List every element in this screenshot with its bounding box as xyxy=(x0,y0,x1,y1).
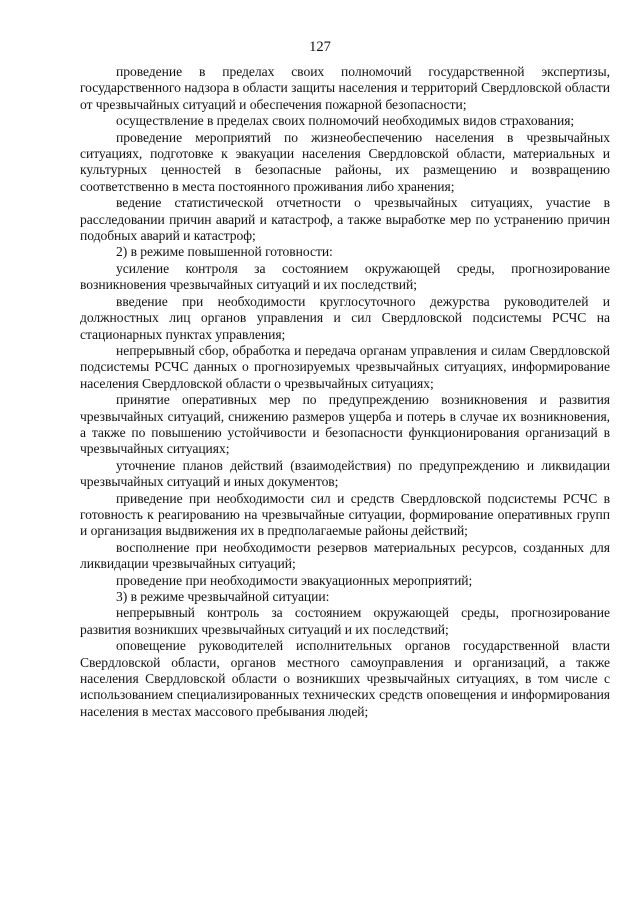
paragraph-readiness: приведение при необходимости сил и средств Свердловской подсистемы РСЧС в готовность к реагированию на чрезвычайные ситуации, формирование оперативных групп и организация выдвижения их в предполагаемые районы действий; xyxy=(80,490,610,539)
paragraph-continuous-monitoring: непрерывный контроль за состоянием окружающей среды, прогнозирование развития возникших чрезвычайных ситуаций и их последствий; xyxy=(80,605,610,637)
document-body xyxy=(80,64,610,720)
paragraph-evacuation: проведение при необходимости эвакуационных мероприятий; xyxy=(116,572,473,588)
paragraph-life-support: проведение мероприятий по жизнеобеспечению населения в чрезвычайных ситуациях, подготовке к эвакуации населения Свердловской области, материальных и культурных ценностей в безопасные районы, их размещению и возвращению соответственно в места постоянного проживания либо хранения; xyxy=(80,129,610,194)
paragraph-duty: введение при необходимости круглосуточного дежурства руководителей и должностных лиц органов управления и сил Свердловской подсистемы РСЧС на стационарных пунктах управления; xyxy=(80,293,610,342)
paragraph-monitoring: усиление контроля за состоянием окружающей среды, прогнозирование возникновения чрезвычайных ситуаций и их последствий; xyxy=(80,260,610,293)
paragraph-insurance: осуществление в пределах своих полномочий необходимых видов страхования; xyxy=(116,113,575,129)
paragraph-reserves: восполнение при необходимости резервов материальных ресурсов, созданных для ликвидации чрезвычайных ситуаций; xyxy=(80,539,610,572)
paragraph-notification: оповещение руководителей исполнительных органов государственной власти Свердловской области, органов местного самоуправления и организаций, а также населения Свердловской области о возникших чрезвычайных ситуациях, в том числе с использованием специализированных технических средств оповещения и информирования населения в местах массового пребывания людей; xyxy=(80,638,610,719)
paragraph-emergency-heading: 3) в режиме чрезвычайной ситуации: xyxy=(116,589,330,604)
paragraph-operational-measures: принятие оперативных мер по предупреждению возникновения и развития чрезвычайных ситуаций, снижению размеров ущерба и потерь в случае их возникновения, а также по повышению устойчивости и безопасности функционирования организаций в чрезвычайных ситуациях; xyxy=(80,392,610,457)
paragraph-high-alert-heading: 2) в режиме повышенной готовности: xyxy=(116,244,333,260)
paragraph-data-collection: непрерывный сбор, обработка и передача органам управления и силам Свердловской подсистемы РСЧС данных о прогнозируемых чрезвычайных ситуациях, информирование населения Свердловской области о чрезвычайных ситуациях; xyxy=(80,342,610,391)
paragraph-statistics: ведение статистической отчетности о чрезвычайных ситуациях, участие в расследовании причин аварий и катастроф, а также выработке мер по устранению причин подобных аварий и катастроф; xyxy=(80,195,610,244)
page-number: 127 xyxy=(309,39,331,55)
paragraph-state-expertise: проведение в пределах своих полномочий государственной экспертизы, государственного надзора в области защиты населения и территорий Свердловской области от чрезвычайных ситуаций и обеспечения пожарной безопасности; xyxy=(80,64,610,112)
paragraph-action-plans: уточнение планов действий (взаимодействия) по предупреждению и ликвидации чрезвычайных ситуаций и иных документов; xyxy=(80,457,610,490)
